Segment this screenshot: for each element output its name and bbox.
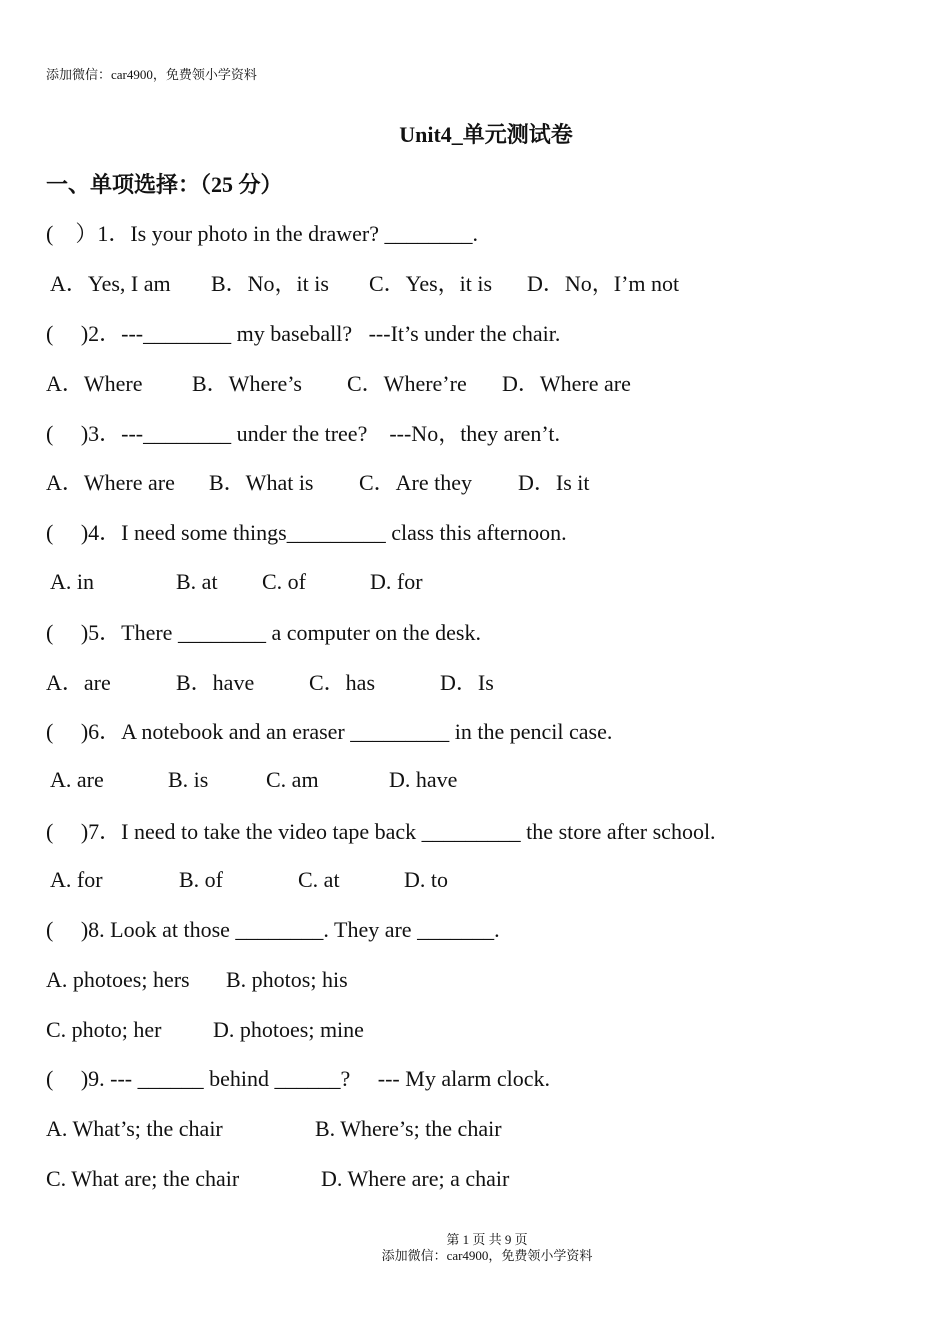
answer-option: B．What is: [209, 470, 314, 495]
answer-option: A. are: [50, 767, 104, 792]
page-title: Unit4_单元测试卷: [399, 122, 573, 147]
question-stem: ( )8. Look at those ________. They are _______.: [46, 917, 500, 942]
answer-option: D．Where are: [502, 371, 631, 396]
answer-option: B. at: [176, 569, 218, 594]
answer-option: C. at: [298, 867, 340, 892]
answer-option: C．has: [309, 670, 376, 695]
answer-option: C. photo; her: [46, 1017, 162, 1042]
answer-option: A. in: [50, 569, 94, 594]
answer-option: B. Where’s; the chair: [315, 1116, 502, 1141]
header-note: 添加微信：car4900，免费领小学资料: [46, 67, 257, 82]
answer-option: C. What are; the chair: [46, 1166, 240, 1191]
answer-option: A．Where are: [46, 470, 175, 495]
footer-note: 添加微信：car4900，免费领小学资料: [381, 1248, 593, 1263]
answer-option: A．Where: [46, 371, 143, 396]
answer-option: D. Where are; a chair: [321, 1166, 510, 1191]
answer-option: B．No，it is: [211, 271, 329, 296]
answer-option: C. of: [262, 569, 306, 594]
answer-option: D. photoes; mine: [213, 1017, 364, 1042]
answer-option: D. have: [389, 767, 458, 792]
answer-option: B．Where’s: [192, 371, 302, 396]
answer-option: B. of: [179, 867, 223, 892]
question-stem: ( ）1．Is your photo in the drawer? ________.: [46, 221, 478, 246]
question-stem: ( )3．---________ under the tree? ---No，they aren’t.: [46, 421, 560, 446]
answer-option: A．are: [46, 670, 111, 695]
answer-option: C．Are they: [359, 470, 473, 495]
answer-option: A. What’s; the chair: [46, 1116, 223, 1141]
answer-option: C. am: [266, 767, 319, 792]
page-number: 第 1 页 共 9 页: [446, 1232, 528, 1247]
section-heading: 一、单项选择：（25 分）: [46, 172, 283, 197]
question-stem: ( )6．A notebook and an eraser _________ in the pencil case.: [46, 719, 613, 744]
answer-option: B．have: [176, 670, 255, 695]
question-stem: ( )7．I need to take the video tape back _________ the store after school.: [46, 819, 716, 844]
question-stem: ( )2．---________ my baseball? ---It’s under the chair.: [46, 321, 561, 346]
answer-option: D. to: [404, 867, 448, 892]
answer-option: D．Is: [440, 670, 494, 695]
answer-option: A．Yes, I am: [50, 271, 171, 296]
question-stem: ( )9. --- ______ behind ______? --- My alarm clock.: [46, 1066, 551, 1091]
answer-option: D．Is it: [518, 470, 590, 495]
answer-option: C．Where’re: [347, 371, 467, 396]
answer-option: A. for: [50, 867, 103, 892]
answer-option: B. photos; his: [226, 967, 348, 992]
answer-option: D. for: [370, 569, 423, 594]
answer-option: C．Yes，it is: [369, 271, 493, 296]
answer-option: B. is: [168, 767, 209, 792]
answer-option: D．No，I’m not: [527, 271, 680, 296]
question-stem: ( )4．I need some things_________ class this afternoon.: [46, 520, 567, 545]
question-stem: ( )5．There ________ a computer on the desk.: [46, 620, 481, 645]
answer-option: A. photoes; hers: [46, 967, 190, 992]
